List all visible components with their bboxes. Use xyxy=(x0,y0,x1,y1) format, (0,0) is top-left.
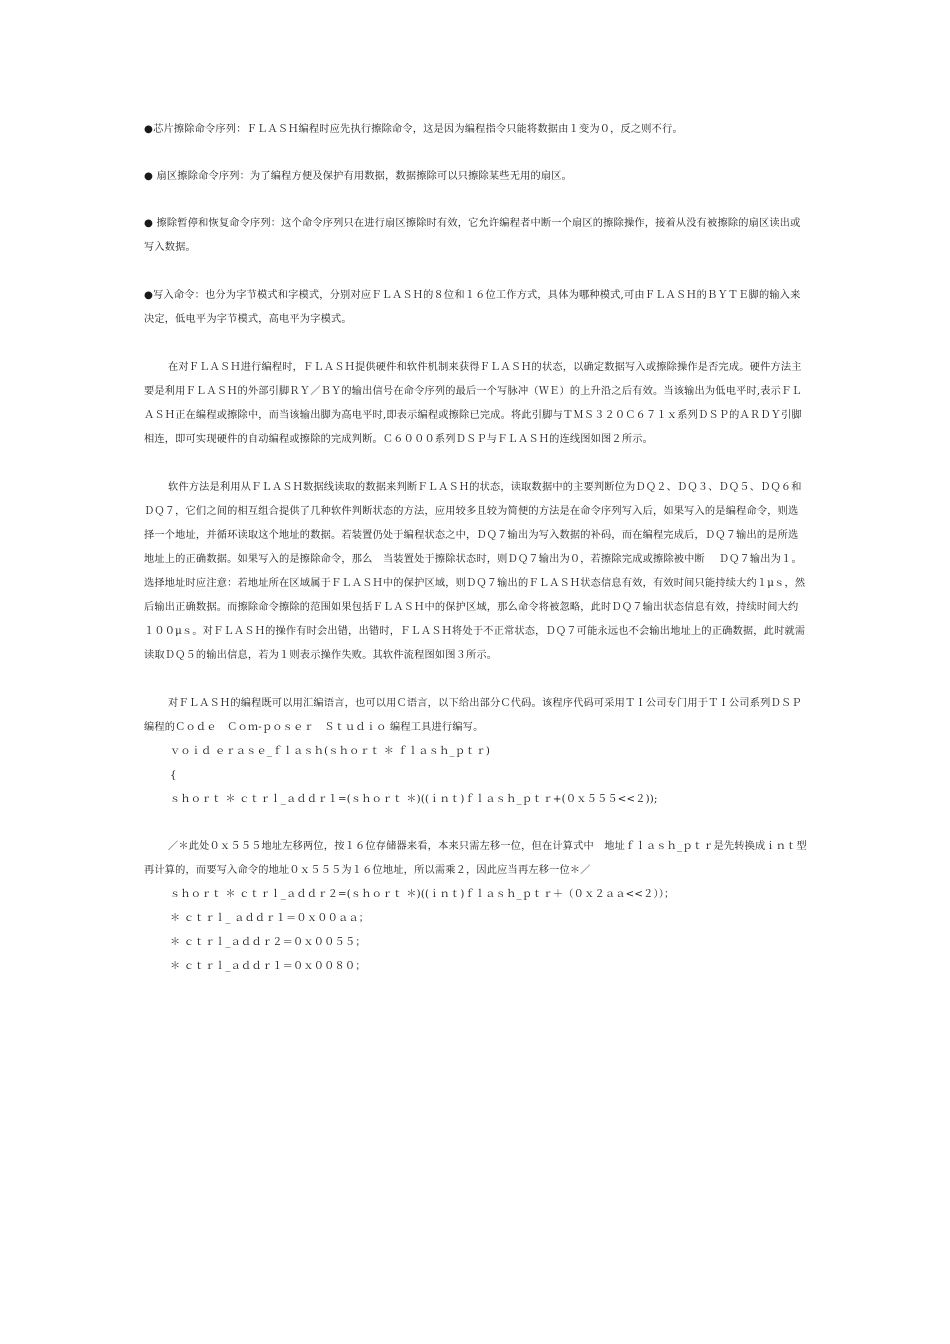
code-line-write-00aa: ＊ ｃｔｒｌ_ ａｄｄｒ１＝０ｘ００ａａ； xyxy=(170,913,370,924)
paragraph-erase-suspend: ● 擦除暂停和恢复命令序列：这个命令序列只在进行扇区擦除时有效，它允许编程者中断一个扇区的擦除操作，接着从没有被擦除的扇区读出或写入数据。 xyxy=(144,218,801,253)
code-line-write-0080: ＊ ｃｔｒｌ_ａｄｄｒ１＝０ｘ００８０； xyxy=(170,961,366,972)
paragraph-c-code-intro: 对ＦＬＡＳＨ的编程既可以用汇编语言，也可以用Ｃ语言，以下给出部分Ｃ代码。该程序代码可采用ＴＩ公司专门用于ＴＩ公司系列ＤＳＰ编程的Ｃｏｄｅ Ｃｏｍ-ｐｏｓｅｒ Ｓｔｕｄｉｏ 编程工具进行编写。 xyxy=(144,698,802,733)
paragraph-chip-erase: ●芯片擦除命令序列：ＦＬＡＳＨ编程时应先执行擦除命令，这是因为编程指令只能将数据由１变为０，反之则不行。 xyxy=(144,124,683,135)
paragraph-software-method: 软件方法是利用从ＦＬＡＳＨ数据线读取的数据来判断ＦＬＡＳＨ的状态，读取数据中的主要判断位为ＤＱ２、ＤＱ３、ＤＱ５、ＤＱ６和ＤＱ７，它们之间的相互组合提供了几种软件判断状态的方法，应用较多且较为简便的方法是在命令序列写入后，如果写入的是编程命令，则选择一个地址，并循环读取这个地址的数据。若装置仍处于编程状态之中，ＤＱ７输出为写入数据的补码，而在编程完成后，ＤＱ７输出的是所选地址上的正确数据。如果写入的是擦除命令，那么 当装置处于擦除状态时，则ＤＱ７输出为０，若擦除完成或擦除被中断 ＤＱ７输出为１。选择地址时应注意：若地址所在区域属于ＦＬＡＳＨ中的保护区域，则ＤＱ７输出的ＦＬＡＳＨ状态信息有效，有效时间只能持续大约１μｓ，然后输出正确数据。而擦除命令擦除的范围如果包括ＦＬＡＳＨ中的保护区域，那么命令将被忽略，此时ＤＱ７输出状态信息有效，持续时间大约１００μｓ。对ＦＬＡＳＨ的操作有时会出错，出错时，ＦＬＡＳＨ将处于不正常状态，ＤＱ７可能永远也不会输出地址上的正确数据，此时就需读取ＤＱ５的输出信息，若为１则表示操作失败。其软件流程图如图３所示。 xyxy=(144,482,806,661)
code-line-ctrl-addr2-decl: ｓｈｏｒｔ ＊ ｃｔｒｌ_ａｄｄｒ２=(ｓｈｏｒｔ ＊)((ｉｎｔ)ｆｌａｓｈ_ｐｔｒ＋（０ｘ２ａａ<<２））； xyxy=(170,889,675,900)
code-comment-shift-explanation: ／＊此处０ｘ５５５地址左移两位，按１６位存储器来看，本来只需左移一位，但在计算式中 地址ｆｌａｓｈ_ｐｔｒ是先转换成ｉｎｔ型再计算的，而要写入命令的地址０ｘ５５５为１６位地址，所以需乘２，因此应当再左移一位＊／ xyxy=(144,841,807,876)
paragraph-sector-erase: ● 扇区擦除命令序列：为了编程方便及保护有用数据，数据擦除可以只擦除某些无用的扇区。 xyxy=(144,171,573,182)
code-line-write-0055: ＊ ｃｔｒｌ_ａｄｄｒ２＝０ｘ００５５； xyxy=(170,937,366,948)
code-line-open-brace: { xyxy=(170,770,177,781)
paragraph-hardware-method: 在对ＦＬＡＳＨ进行编程时，ＦＬＡＳＨ提供硬件和软件机制来获得ＦＬＡＳＨ的状态，以确定数据写入或擦除操作是否完成。硬件方法主要是利用ＦＬＡＳＨ的外部引脚ＲＹ／ＢＹ的输出信号在命令序列的最后一个写脉冲（ＷＥ）的上升沿之后有效。当该输出为低电平时,表示ＦＬＡＳＨ正在编程或擦除中，而当该输出脚为高电平时,即表示编程或擦除已完成。将此引脚与ＴＭＳ３２０Ｃ６７１ｘ系列ＤＳＰ的ＡＲＤＹ引脚相连，即可实现硬件的自动编程或擦除的完成判断。Ｃ６０００系列ＤＳＰ与ＦＬＡＳＨ的连线图如图２所示。 xyxy=(144,362,802,445)
code-line-ctrl-addr1-decl: ｓｈｏｒｔ ＊ ｃｔｒｌ_ａｄｄｒ１=(ｓｈｏｒｔ ＊)((ｉｎｔ)ｆｌａｓｈ_ｐｔｒ+(０ｘ５５５<<２)); xyxy=(170,794,658,805)
paragraph-write-command: ●写入命令：也分为字节模式和字模式，分别对应ＦＬＡＳＨ的８位和１６位工作方式，具体为哪种模式,可由ＦＬＡＳＨ的ＢＹＴＥ脚的输入来决定，低电平为字节模式，高电平为字模式。 xyxy=(144,290,801,325)
code-line-function-signature: ｖｏｉｄ ｅｒａｓｅ_ｆｌａｓｈ(ｓｈｏｒｔ ＊ ｆｌａｓｈ_ｐｔｒ) xyxy=(170,746,491,757)
document-page xyxy=(144,118,808,979)
